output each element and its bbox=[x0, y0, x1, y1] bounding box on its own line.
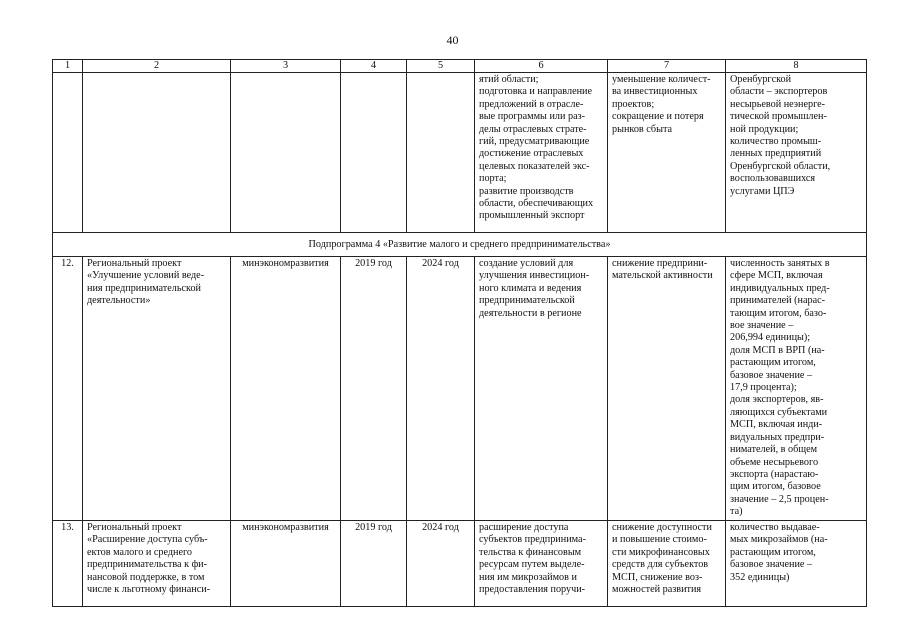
cell-text-line: создание условий для bbox=[479, 258, 574, 269]
cell-text-line: Оренбургской bbox=[730, 74, 792, 85]
cell-text-line: растающим итогом, bbox=[730, 546, 816, 558]
column-header: 4 bbox=[341, 60, 407, 73]
cell-text-line: предпринимательства к фи- bbox=[87, 559, 208, 571]
cell-text-line: Оренбургской области, bbox=[730, 160, 831, 172]
cell-text-line: ной продукции; bbox=[730, 123, 799, 135]
row-number: 12. bbox=[53, 257, 83, 521]
column-header: 2 bbox=[83, 60, 231, 73]
cell-text-line: объеме несырьевого bbox=[730, 456, 819, 468]
cell-text-line: порта; bbox=[479, 173, 507, 185]
cell-text-line: предпринимательской bbox=[479, 295, 575, 307]
cell-risks bbox=[608, 73, 726, 233]
cell-text-line: количество выдавае- bbox=[730, 522, 820, 533]
column-header: 6 bbox=[475, 60, 608, 73]
cell-text-line: базовое значение – bbox=[730, 369, 813, 381]
cell-text-line: можностей развития bbox=[612, 584, 702, 596]
cell-text-line: мых микрозаймов (на- bbox=[730, 534, 828, 546]
cell-text-line: сти микрофинансовых bbox=[612, 546, 710, 558]
cell-text-line: сфере МСП, включая bbox=[730, 270, 823, 282]
cell-text-line: базовое значение – bbox=[730, 559, 813, 571]
cell-text-line: «Расширение доступа субъ- bbox=[87, 534, 208, 546]
cell-text-line: подготовка и направление bbox=[479, 86, 593, 98]
cell-text-line: рынков сбыта bbox=[612, 123, 673, 135]
cell-end-year: 2024 год bbox=[407, 521, 475, 607]
cell-text-line: индивидуальных пред- bbox=[730, 282, 830, 294]
subprogram-title: Подпрограмма 4 «Развитие малого и среднего предпринимательства» bbox=[53, 233, 867, 257]
cell-text-line: гий, предусматривающие bbox=[479, 136, 590, 148]
cell-responsible: минэкономразвития bbox=[231, 257, 341, 521]
cell-text-line: и повышение стоимо- bbox=[612, 534, 707, 546]
cell-text-line: достижение отраслевых bbox=[479, 148, 584, 160]
cell-text-line: услугами ЦПЭ bbox=[730, 185, 795, 197]
column-header: 5 bbox=[407, 60, 475, 73]
cell-text-line: нансовой поддержке, в том bbox=[87, 571, 205, 583]
cell-text-line: МСП, снижение воз- bbox=[612, 571, 703, 583]
cell-text-line: улучшения инвестицион- bbox=[479, 270, 590, 282]
cell-text-line: Региональный проект bbox=[87, 258, 182, 269]
cell-start-year: 2019 год bbox=[341, 521, 407, 607]
cell-text-line: средств для субъектов bbox=[612, 559, 709, 571]
cell-indicators bbox=[726, 73, 867, 233]
cell-text-line: ва инвестиционных bbox=[612, 86, 698, 98]
column-header: 3 bbox=[231, 60, 341, 73]
cell-text-line: тельства к финансовым bbox=[479, 546, 582, 558]
cell-text-line: делы отраслевых страте- bbox=[479, 123, 587, 135]
cell-text-line: расширение доступа bbox=[479, 522, 569, 533]
cell-text-line: уменьшение количест- bbox=[612, 74, 711, 85]
cell-text-line: мательской активности bbox=[612, 270, 713, 282]
cell-text-line: ного климата и ведения bbox=[479, 282, 582, 294]
cell-text-line: видуальных предпри- bbox=[730, 431, 825, 443]
cell-project-name bbox=[83, 257, 231, 521]
cell-text-line: «Улучшение условий веде- bbox=[87, 270, 205, 282]
subprogram-row bbox=[53, 233, 867, 257]
cell-risks bbox=[608, 521, 726, 607]
cell-text-line: растающим итогом, bbox=[730, 357, 816, 369]
cell-text-line: несырьевой неэнерге- bbox=[730, 98, 826, 110]
cell-text-line: области – экспортеров bbox=[730, 86, 828, 98]
cell-text-line: снижение доступности bbox=[612, 522, 712, 533]
column-header: 1 bbox=[53, 60, 83, 73]
cell-project-name bbox=[83, 521, 231, 607]
cell-text-line: субъектов предпринима- bbox=[479, 534, 586, 546]
cell-text-line: целевых показателей экс- bbox=[479, 160, 590, 172]
table-row bbox=[53, 521, 867, 607]
program-table bbox=[52, 59, 867, 607]
cell-text-line: воспользовавшихся bbox=[730, 173, 816, 185]
cell-text-line: доля МСП в ВРП (на- bbox=[730, 344, 825, 356]
cell-text-line: Региональный проект bbox=[87, 522, 182, 533]
cell-text-line: ния им микрозаймов и bbox=[479, 571, 577, 583]
cell-text-line: щим итогом, базовое bbox=[730, 481, 821, 493]
cell-text-line: развитие производств bbox=[479, 185, 574, 197]
cell-text-line: вое значение – bbox=[730, 320, 794, 332]
cell-text-line: значение – 2,5 процен- bbox=[730, 493, 829, 505]
cell-text-line: числе к льготному финанси- bbox=[87, 584, 211, 596]
cell-tasks bbox=[475, 73, 608, 233]
cell-text-line: нимателей, в общем bbox=[730, 444, 818, 456]
cell-text-line: ятий области; bbox=[479, 74, 539, 85]
cell-end-year: 2024 год bbox=[407, 257, 475, 521]
cell-text-line: ляющихся субъектами bbox=[730, 406, 828, 418]
cell-text-line: 17,9 процента); bbox=[730, 382, 797, 394]
cell-indicators bbox=[726, 521, 867, 607]
column-number-row bbox=[53, 60, 867, 73]
cell-text-line: промышленный экспорт bbox=[479, 210, 585, 222]
cell-text-line: предложений в отрасле- bbox=[479, 98, 584, 110]
cell-start-year: 2019 год bbox=[341, 257, 407, 521]
cell-text-line: ектов малого и среднего bbox=[87, 546, 193, 558]
cell-text-line: сокращение и потеря bbox=[612, 111, 704, 123]
column-header: 8 bbox=[726, 60, 867, 73]
cell-text-line: ресурсам путем выделе- bbox=[479, 559, 585, 571]
cell-text-line: экспорта (нарастаю- bbox=[730, 468, 819, 480]
table-row-continuation bbox=[53, 73, 867, 233]
cell-text-line: тающим итогом, базо- bbox=[730, 307, 827, 319]
cell-text-line: тической промышлен- bbox=[730, 111, 827, 123]
cell-text-line: ленных предприятий bbox=[730, 148, 822, 160]
row-number: 13. bbox=[53, 521, 83, 607]
cell-tasks bbox=[475, 521, 608, 607]
cell-text-line: численность занятых в bbox=[730, 258, 830, 269]
table-row bbox=[53, 257, 867, 521]
cell-text-line: деятельности» bbox=[87, 295, 151, 307]
cell-text-line: принимателей (нарас- bbox=[730, 295, 826, 307]
cell-responsible: минэкономразвития bbox=[231, 521, 341, 607]
cell-text-line: деятельности в регионе bbox=[479, 307, 582, 319]
cell-text-line: та) bbox=[730, 506, 743, 518]
cell-text-line: ния предпринимательской bbox=[87, 282, 201, 294]
cell-text-line: вые программы или раз- bbox=[479, 111, 586, 123]
cell-text-line: предоставления поручи- bbox=[479, 584, 586, 596]
cell-text-line: снижение предприни- bbox=[612, 258, 708, 269]
cell-risks bbox=[608, 257, 726, 521]
cell-text-line: доля экспортеров, яв- bbox=[730, 394, 824, 406]
cell-text-line: МСП, включая инди- bbox=[730, 419, 823, 431]
cell-text-line: 206,994 единицы); bbox=[730, 332, 811, 344]
cell-text-line: 352 единицы) bbox=[730, 571, 790, 583]
cell-text-line: количество промыш- bbox=[730, 136, 822, 148]
cell-tasks bbox=[475, 257, 608, 521]
page-number: 40 bbox=[446, 33, 459, 47]
cell-indicators bbox=[726, 257, 867, 521]
column-header: 7 bbox=[608, 60, 726, 73]
cell-text-line: области, обеспечивающих bbox=[479, 198, 594, 210]
cell-text-line: проектов; bbox=[612, 98, 655, 110]
